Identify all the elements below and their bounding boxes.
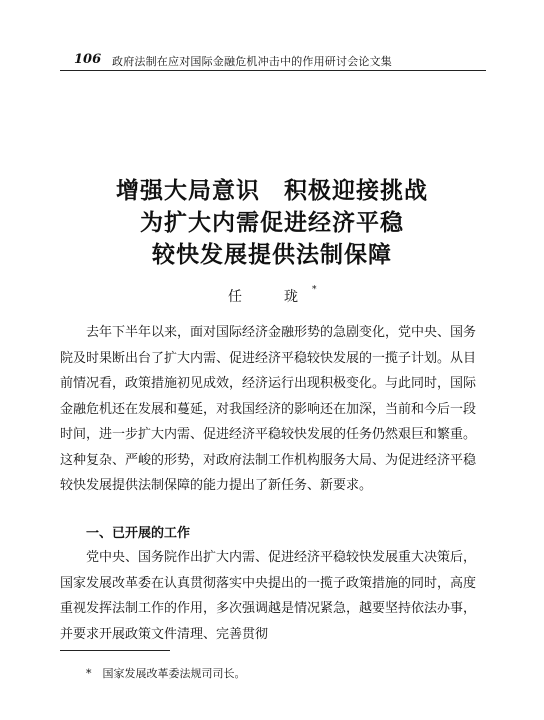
title-line-3: 较快发展提供法制保障 bbox=[152, 241, 392, 268]
paragraph-1: 去年下半年以来，面对国际经济金融形势的急剧变化，党中央、国务院及时果断出台了扩大内需、促进经济平稳较快发展的一揽子计划。从目前情况看，政策措施初见成效，经济运行出现积极变化。与此同时，国际金融危机还在发展和蔓延，对我国经济的影响还在加深，当前和今后一段时间，进一步扩大内需、促进经济平稳较快发展的任务仍然艰巨和繁重。这种复杂、严峻的形势，对政府法制工作机构服务大局、为促进经济平稳较快发展提供法制保障的能力提出了新任务、新要求。 bbox=[60, 325, 477, 493]
paragraph-2: 党中央、国务院作出扩大内需、促进经济平稳较快发展重大决策后，国家发展改革委在认真贯彻落实中央提出的一揽子政策措施的同时，高度重视发挥法制工作的作用，多次强调越是情况紧急，越要坚持依法办事，并要求开展政策文件清理、完善贯彻 bbox=[60, 550, 477, 642]
header-rule bbox=[60, 70, 486, 71]
author-name: 任 珑 bbox=[228, 289, 312, 305]
author-footnote-mark: * bbox=[312, 285, 317, 296]
footnote-rule bbox=[60, 650, 170, 651]
author bbox=[228, 286, 317, 306]
footnote: * 国家发展改革委法规司司长。 bbox=[86, 667, 246, 680]
section-heading: 一、已开展的工作 bbox=[86, 526, 191, 541]
title-line-2: 为扩大内需促进经济平稳 bbox=[140, 209, 404, 236]
title-line-1: 增强大局意识 积极迎接挑战 bbox=[116, 177, 428, 204]
page-header bbox=[60, 50, 486, 72]
running-head: 政府法制在应对国际金融危机冲击中的作用研讨会论文集 bbox=[112, 55, 392, 68]
page-number: 106 bbox=[74, 52, 102, 67]
